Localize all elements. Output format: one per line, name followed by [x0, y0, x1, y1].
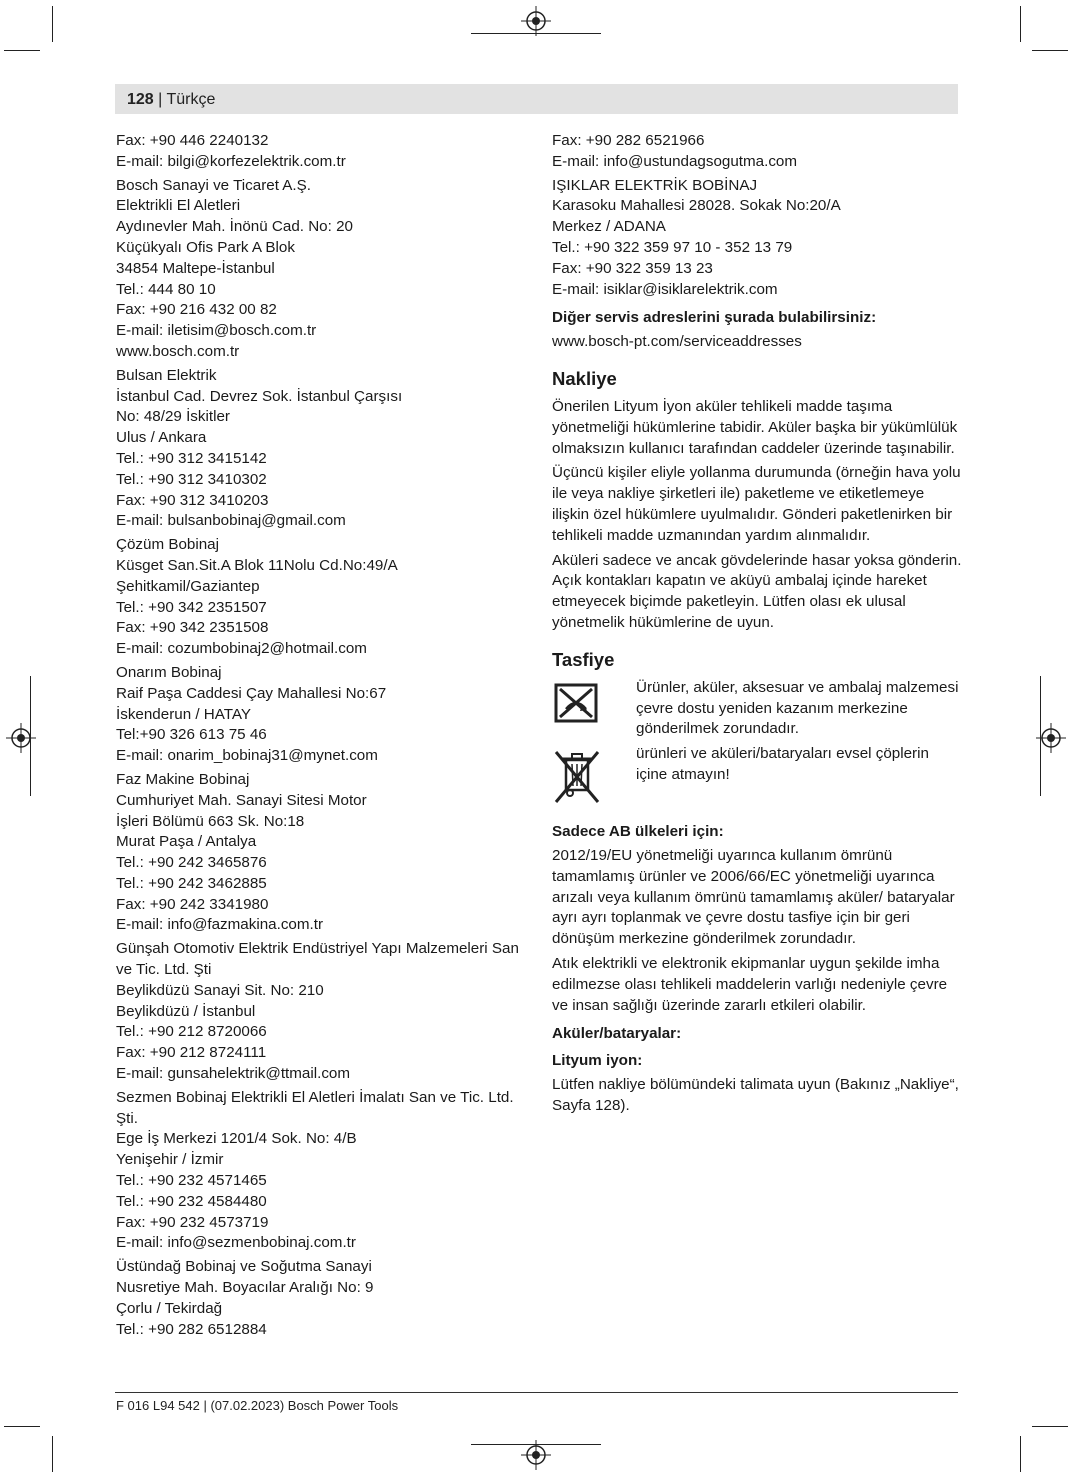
- registration-mark-icon: [521, 1440, 551, 1470]
- other-service-url[interactable]: www.bosch-pt.com/serviceaddresses: [552, 333, 802, 351]
- crop-mark: [52, 1436, 53, 1472]
- address-line: Fax: +90 242 3341980: [116, 895, 269, 913]
- address-line: www.bosch.com.tr: [116, 342, 240, 360]
- address-block: [116, 131, 526, 173]
- eu-paragraph: Atık elektrikli ve elektronik ekipmanlar uygun şekilde imha edilmezse olası tehlikeli maddelerin varlığı nedeniyle çevre ve insan sağlığı üzerinde zararlı etkileri olabilir.: [552, 954, 948, 1014]
- crossed-out-bin-icon: [552, 744, 602, 808]
- address-line: Sezmen Bobinaj Elektrikli El Aletleri İmalatı San ve Tic. Ltd.: [116, 1088, 514, 1106]
- address-line: Beylikdüzü Sanayi Sit. No: 210: [116, 981, 324, 999]
- address-line: İskenderun / HATAY: [116, 705, 252, 723]
- address-line: No: 48/29 İskitler: [116, 408, 230, 426]
- address-line: Çözüm Bobinaj: [116, 536, 219, 554]
- address-line: İşleri Bölümü 663 Sk. No:18: [116, 812, 305, 830]
- crop-mark: [1032, 1426, 1068, 1427]
- address-line: E-mail: isiklar@isiklarelektrik.com: [552, 280, 778, 298]
- address-line: E-mail: gunsahelektrik@ttmail.com: [116, 1065, 351, 1083]
- address-line: Merkez / ADANA: [552, 218, 666, 236]
- address-line: Fax: +90 212 8724111: [116, 1044, 267, 1062]
- transport-paragraph: Üçüncü kişiler eliyle yollanma durumunda (örneğin hava yolu ile veya nakliye şirketleri ile) paketleme ve etiketlemeye ilişkin özel hükümlere uyulmalıdır. Gönderi paketlenirken bir tehlikeli madde uzmanından yardım alınmalıdır.: [552, 464, 961, 544]
- address-line: Faz Makine Bobinaj: [116, 770, 250, 788]
- address-line: Aydınevler Mah. İnönü Cad. No: 20: [116, 218, 353, 236]
- transport-paragraph: Önerilen Lityum İyon aküler tehlikeli madde taşıma yönetmeliği hükümlerine tabidir. Aküler başka bir yükümlülük olmaksızın kullanıcı tarafından caddeler üzerinde taşınabilir.: [552, 397, 958, 457]
- li-ion-text: Lütfen nakliye bölümündeki talimata uyun (Bakınız „Nakliye“, Sayfa 128).: [552, 1075, 959, 1114]
- address-line: Raif Paşa Caddesi Çay Mahallesi No:67: [116, 684, 387, 702]
- address-line: Cumhuriyet Mah. Sanayi Sitesi Motor: [116, 791, 367, 809]
- address-line: Tel.: +90 322 359 97 10 - 352 13 79: [552, 238, 793, 256]
- address-line: Şehitkamil/Gaziantep: [116, 577, 260, 595]
- address-line: 34854 Maltepe-İstanbul: [116, 259, 275, 277]
- address-line: E-mail: cozumbobinaj2@hotmail.com: [116, 640, 367, 658]
- address-line: Tel.: +90 232 4571465: [116, 1172, 267, 1190]
- address-line: Beylikdüzü / İstanbul: [116, 1002, 256, 1020]
- address-line: Onarım Bobinaj: [116, 663, 222, 681]
- address-block: [116, 663, 526, 767]
- address-line: Fax: +90 282 6521966: [552, 132, 705, 149]
- address-block: [116, 770, 526, 936]
- address-line: Fax: +90 446 2240132: [116, 132, 269, 149]
- address-line: Şti.: [116, 1109, 138, 1127]
- address-line: Tel.: +90 342 2351507: [116, 598, 267, 616]
- li-ion-heading: Lityum iyon:: [552, 1052, 643, 1070]
- registration-mark-icon: [521, 6, 551, 36]
- crop-mark: [1032, 50, 1068, 51]
- address-block: [552, 176, 962, 301]
- transport-heading: Nakliye: [552, 367, 617, 389]
- crop-mark: [1020, 1436, 1021, 1472]
- address-line: Tel.: +90 242 3462885: [116, 874, 267, 892]
- address-line: E-mail: iletisim@bosch.com.tr: [116, 322, 317, 340]
- address-line: Tel.: +90 312 3410302: [116, 470, 267, 488]
- address-line: E-mail: bulsanbobinaj@gmail.com: [116, 512, 346, 530]
- transport-paragraph: Aküleri sadece ve ancak gövdelerinde hasar yoksa gönderin. Açık kontakları kapatın ve aküyü ambalaj içinde hareket etmeyecek biçimde paketleyin. Lütfen olası ek ulusal yönetmelik hükümlerine de uyun.: [552, 551, 962, 631]
- address-block: [116, 1088, 526, 1254]
- address-line: Fax: +90 342 2351508: [116, 619, 269, 637]
- address-line: Fax: +90 312 3410203: [116, 491, 269, 509]
- crop-mark: [1020, 6, 1021, 42]
- address-line: Elektrikli El Aletleri: [116, 197, 241, 215]
- crop-mark: [52, 6, 53, 42]
- registration-mark-icon: [6, 723, 36, 753]
- disposal-item: [552, 744, 962, 808]
- address-line: Fax: +90 216 432 00 82: [116, 301, 277, 319]
- address-block: [116, 176, 526, 363]
- address-line: Bosch Sanayi ve Ticaret A.Ş.: [116, 176, 312, 194]
- address-block: [116, 939, 526, 1085]
- address-line: Tel.: +90 312 3415142: [116, 449, 267, 467]
- address-line: Yenişehir / İzmir: [116, 1151, 224, 1169]
- batteries-heading: Aküler/bataryalar:: [552, 1025, 682, 1043]
- address-line: Ulus / Ankara: [116, 429, 207, 447]
- address-block: [552, 131, 962, 173]
- address-line: İstanbul Cad. Devrez Sok. İstanbul Çarşısı: [116, 387, 403, 405]
- address-line: Tel.: +90 282 6512884: [116, 1320, 267, 1338]
- other-service-heading: Diğer servis adreslerini şurada bulabilirsiniz:: [552, 309, 877, 327]
- address-line: Tel.: 444 80 10: [116, 280, 216, 298]
- disposal-text: ürünleri ve aküleri/bataryaları evsel çöplerin içine atmayın!: [636, 745, 929, 783]
- left-column: [116, 131, 526, 1343]
- address-line: Günşah Otomotiv Elektrik Endüstriyel Yapı Malzemeleri San: [116, 940, 519, 958]
- disposal-heading: Tasfiye: [552, 648, 615, 670]
- address-line: ve Tic. Ltd. Şti: [116, 961, 212, 979]
- address-line: E-mail: info@fazmakina.com.tr: [116, 916, 324, 934]
- address-line: IŞIKLAR ELEKTRİK BOBİNAJ: [552, 176, 758, 194]
- page-number: 128: [127, 91, 154, 108]
- registration-mark-icon: [1036, 723, 1066, 753]
- disposal-text: Ürünler, aküler, aksesuar ve ambalaj malzemesi çevre dostu yeniden kazanım merkezine gönderilmek zorundadır.: [636, 678, 959, 738]
- address-line: E-mail: bilgi@korfezelektrik.com.tr: [116, 152, 346, 170]
- address-line: Karasoku Mahallesi 28028. Sokak No:20/A: [552, 197, 841, 215]
- page-header: [115, 84, 958, 114]
- footer-rule: [115, 1392, 958, 1393]
- crop-mark: [4, 1426, 40, 1427]
- address-line: E-mail: info@ustundagsogutma.com: [552, 152, 798, 170]
- address-line: Tel.: +90 232 4584480: [116, 1192, 267, 1210]
- address-line: Üstündağ Bobinaj ve Soğutma Sanayi: [116, 1258, 372, 1276]
- address-line: Ege İş Merkezi 1201/4 Sok. No: 4/B: [116, 1130, 357, 1148]
- address-line: Küsget San.Sit.A Blok 11Nolu Cd.No:49/A: [116, 556, 398, 574]
- header-separator: |: [158, 91, 163, 108]
- address-line: Fax: +90 232 4573719: [116, 1213, 269, 1231]
- address-line: Çorlu / Tekirdağ: [116, 1299, 223, 1317]
- address-line: Murat Paşa / Antalya: [116, 833, 257, 851]
- address-line: E-mail: info@sezmenbobinaj.com.tr: [116, 1234, 356, 1252]
- service-address-blocks: [552, 131, 962, 300]
- address-line: E-mail: onarim_bobinaj31@mynet.com: [116, 747, 378, 765]
- disposal-item: [552, 678, 962, 740]
- header-text: [127, 91, 215, 109]
- address-line: Tel.: +90 242 3465876: [116, 854, 267, 872]
- address-block: [116, 535, 526, 660]
- eu-heading: Sadece AB ülkeleri için:: [552, 823, 724, 841]
- crop-mark: [4, 50, 40, 51]
- address-line: Bulsan Elektrik: [116, 366, 217, 384]
- header-language: Türkçe: [166, 91, 216, 108]
- right-column: [552, 131, 962, 1120]
- recycle-symbol-icon: [552, 678, 602, 734]
- address-line: Küçükyalı Ofis Park A Blok: [116, 238, 295, 256]
- footer-text: F 016 L94 542 | (07.02.2023) Bosch Power Tools: [116, 1398, 399, 1413]
- address-line: Fax: +90 322 359 13 23: [552, 259, 713, 277]
- address-line: Nusretiye Mah. Boyacılar Aralığı No: 9: [116, 1279, 374, 1297]
- eu-paragraph: 2012/19/EU yönetmeliği uyarınca kullanım ömrünü tamamlamış ürünler ve 2006/66/EC yönetmeliği uyarınca arızalı veya kullanım ömrünü tamamlamış aküler/ bataryalar ayrı ayrı toplanmak ve çevre dostu tasfiye için bir geri dönüşüm merkezine gönderilmek zorundadır.: [552, 846, 955, 948]
- address-block: [116, 1257, 526, 1340]
- address-line: Tel:+90 326 613 75 46: [116, 726, 267, 744]
- address-line: Tel.: +90 212 8720066: [116, 1023, 267, 1041]
- address-block: [116, 366, 526, 532]
